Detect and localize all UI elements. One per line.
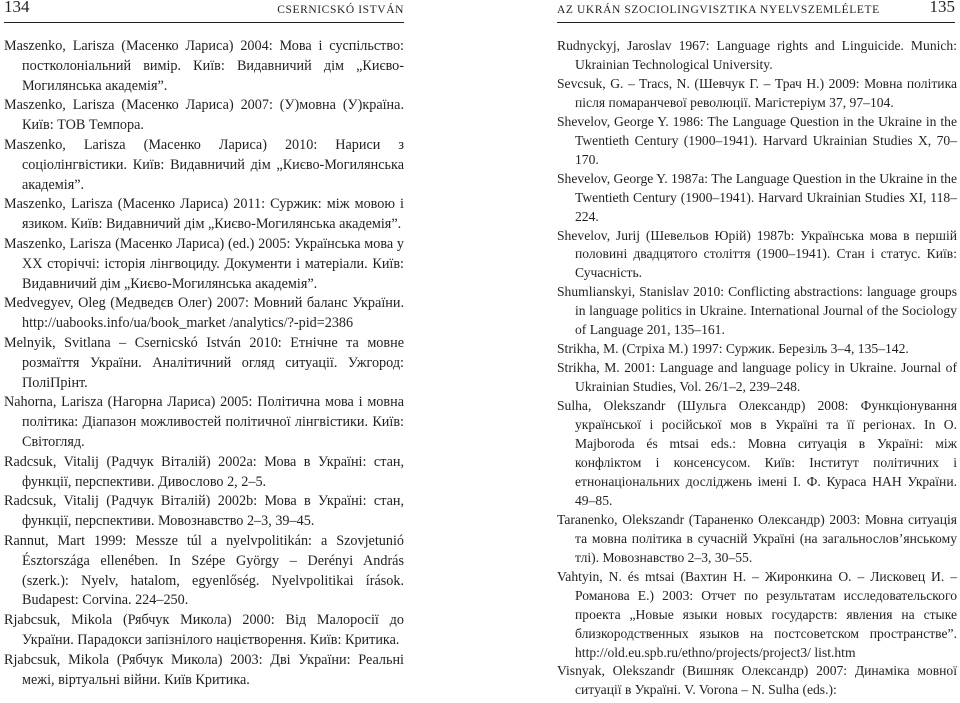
reference-entry: Melnyik, Svitlana – Csernicskó István 2010: Етнічне та мовне розмаїття України. Аналітичний огляд ситуації. Ужгород: ПоліПрінт.	[4, 334, 404, 391]
reference-entry: Sevcsuk, G. – Tracs, N. (Шевчук Г. – Трач Н.) 2009: Мовна політика після помаранчевої революції. Магістеріум 37, 97–104.	[557, 75, 957, 110]
reference-entry: Vahtyin, N. és mtsai (Вахтин Н. – Жиронкина О. – Лисковец И. – Романова Е.) 2003: Отчет по результатам исследовательского проекта „Новые языки новых государств: явления на стыке близкородственных языков на постсоветском пространстве”. http://old.eu.spb.ru/ethno/projects/project3/ list.htm	[557, 568, 957, 660]
reference-entry: Taranenko, Olekszandr (Тараненко Олександр) 2003: Мовна ситуація та мовна політика в сучасній Україні (на загальнослов’янському тлі). Мовознавство 2–3, 30–55.	[557, 511, 957, 565]
reference-entry: Maszenko, Larisza (Масенко Лариса) 2010: Нариси з соціолінгвістики. Київ: Видавничий дім „Києво-Могилянська академія”.	[4, 136, 404, 193]
bibliography-column-left	[4, 37, 404, 690]
reference-entry: Maszenko, Larisza (Масенко Лариса) 2007: (У)мовна (У)країна. Київ: ТОВ Темпора.	[4, 97, 404, 134]
reference-entry: Medvegyev, Oleg (Медведєв Олег) 2007: Мовний баланс України. http://uabooks.info/ua/book_market /analytics/?-pid=2386	[4, 295, 404, 332]
reference-entry: Shevelov, George Y. 1987a: The Language Question in the Ukraine in the Twentieth Century (1900–1941). Harvard Ukrainian Studies XI, 118–224.	[557, 170, 957, 224]
reference-entry: Maszenko, Larisza (Масенко Лариса) (ed.) 2005: Українська мова у ХХ сторіччі: історія лінгвоциду. Документи і матеріали. Київ: Видавничий дім „Києво-Могилянська академія”.	[4, 235, 404, 292]
reference-entry: Strikha, M. 2001: Language and language policy in Ukraine. Journal of Ukrainian Studies, Vol. 26/1–2, 239–248.	[557, 360, 957, 395]
reference-entry: Sulha, Olekszandr (Шульга Олександр) 2008: Функціонування української і російської мов в Україні та її регіонах. In O. Majboroda és mtsai eds.: Мовна ситуація в Україні: між конфліктом і консенсусом. Київ: Інститут політичних і етнонаціональних досліджень імені І. Ф. Кураса НАН України. 49–85.	[557, 398, 957, 508]
running-title-right: AZ UKRÁN SZOCIOLINGVISZTIKA NYELVSZEMLÉLETE	[557, 4, 880, 16]
reference-entry: Rannut, Mart 1999: Messze túl a nyelvpolitikán: a Szovjetunió Észtországa ellenében. In Szépe György – Derényi András (szerk.): Nyelv, hatalom, egyenlőség. Nyelvpolitikai írások. Budapest: Corvina. 224–250.	[4, 532, 404, 609]
reference-entry: Radcsuk, Vitalij (Радчук Віталій) 2002a: Мова в Україні: стан, функції, перспективи. Дивослово 2, 2–5.	[4, 453, 404, 490]
reference-entry: Shevelov, Jurij (Шевельов Юрій) 1987b: Українська мова в першій половині двадцятого століття (1900–1941). Стан і статус. Київ: Сучасність.	[557, 227, 957, 281]
running-title-left: CSERNICSKÓ ISTVÁN	[277, 4, 404, 16]
reference-entry: Strikha, M. (Стріха М.) 1997: Суржик. Березіль 3–4, 135–142.	[557, 341, 909, 357]
reference-entry: Rjabcsuk, Mikola (Рябчук Микола) 2000: Від Малоросії до України. Парадокси запізнілого націєтворення. Київ: Критика.	[4, 612, 404, 648]
reference-entry: Shevelov, George Y. 1986: The Language Question in the Ukraine in the Twentieth Century (1900–1941). Harvard Ukrainian Studies X, 70–170.	[557, 113, 957, 167]
reference-entry: Rudnyckyj, Jaroslav 1967: Language rights and Linguicide. Munich: Ukrainian Technological University.	[557, 38, 957, 72]
reference-entry: Shumlianskyi, Stanislav 2010: Conflicting abstractions: language groups in language politics in Ukraine. International Journal of the Sociology of Language 201, 135–161.	[557, 284, 957, 338]
reference-entry: Visnyak, Olekszandr (Вишняк Олександр) 2007: Динаміка мовної ситуації в Україні. V. Vorona – N. Sulha (eds.):	[557, 663, 957, 698]
page-number-left: 134	[4, 0, 30, 16]
page-number-right: 135	[929, 0, 955, 16]
page-header-left	[4, 0, 404, 23]
reference-entry: Nahorna, Larisza (Нагорна Лариса) 2005: Політична мова і мовна політика: Діапазон можливостей політичної лінгвістики. Київ: Світогляд.	[4, 394, 404, 450]
reference-entry: Maszenko, Larisza (Масенко Лариса) 2011: Суржик: між мовою і язиком. Київ: Видавничий дім „Києво-Могилянська академія”.	[4, 196, 404, 233]
reference-entry: Maszenko, Larisza (Масенко Лариса) 2004: Мова і суспільство: постколоніальний вимір. Київ: Видавничий дім „Києво-Могилянська академія”.	[4, 38, 404, 94]
bibliography-column-right	[557, 37, 957, 700]
page-header-right	[557, 0, 955, 23]
reference-entry: Rjabcsuk, Mikola (Рябчук Микола) 2003: Дві України: Реальні межі, віртуальні війни. Київ Критика.	[4, 651, 404, 688]
reference-entry: Radcsuk, Vitalij (Радчук Віталій) 2002b: Мова в Україні: стан, функції, перспективи. Мовознавство 2–3, 39–45.	[4, 493, 404, 530]
